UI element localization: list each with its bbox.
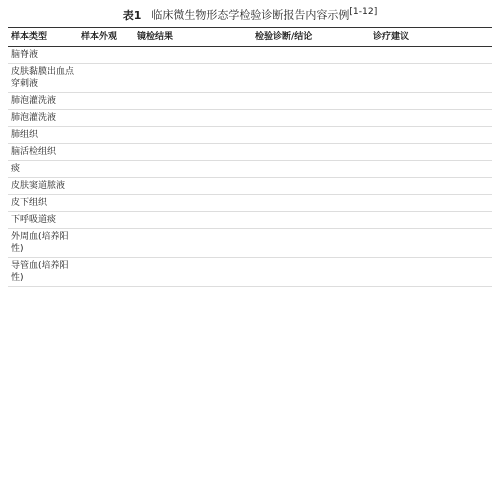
table-cell	[252, 126, 370, 143]
table-cell	[78, 92, 134, 109]
table-cell	[370, 257, 492, 286]
table-row	[8, 126, 492, 143]
table-cell	[252, 109, 370, 126]
table-cell	[134, 177, 252, 194]
table-cell: 肺泡灌洗液	[8, 92, 78, 109]
table-header	[8, 27, 492, 46]
table-cell	[134, 160, 252, 177]
table-cell	[252, 160, 370, 177]
table-title: 临床微生物形态学检验诊断报告内容示例	[151, 8, 350, 22]
table-ref: [1-12]	[349, 6, 378, 17]
table-cell: 脑活检组织	[8, 143, 78, 160]
table-body	[8, 46, 492, 286]
column-header: 镜检结果	[137, 31, 174, 42]
table-cell	[252, 63, 370, 92]
table-cell	[134, 228, 252, 257]
table-caption	[8, 6, 492, 23]
table-row	[8, 63, 492, 92]
table-cell	[370, 109, 492, 126]
table-cell	[370, 160, 492, 177]
table-cell: 肺组织	[8, 126, 78, 143]
table-cell	[134, 92, 252, 109]
table-cell	[134, 46, 252, 63]
table-cell: 肺泡灌洗液	[8, 109, 78, 126]
table-cell	[78, 177, 134, 194]
table-cell: 皮肤黏膜出血点穿刺液	[8, 63, 78, 92]
table-row	[8, 92, 492, 109]
table-cell	[78, 46, 134, 63]
table-cell	[78, 109, 134, 126]
table-cell	[134, 143, 252, 160]
table-cell	[78, 211, 134, 228]
table-cell: 下呼吸道痰	[8, 211, 78, 228]
table-row	[8, 211, 492, 228]
table-cell	[370, 228, 492, 257]
table-row	[8, 257, 492, 286]
table-row	[8, 177, 492, 194]
table-row	[8, 46, 492, 63]
table-cell	[78, 228, 134, 257]
table-cell: 痰	[8, 160, 78, 177]
column-header: 样本类型	[11, 31, 48, 42]
table-cell: 外周血(培养阳性)	[8, 228, 78, 257]
table-cell	[370, 46, 492, 63]
table-cell	[252, 228, 370, 257]
table-label: 表1	[122, 8, 142, 22]
table-cell: 导管血(培养阳性)	[8, 257, 78, 286]
column-header: 诊疗建议	[373, 31, 410, 42]
table-cell	[252, 257, 370, 286]
table-row	[8, 194, 492, 211]
table-cell	[370, 143, 492, 160]
table-cell	[134, 126, 252, 143]
table-cell	[370, 126, 492, 143]
table-cell	[252, 177, 370, 194]
report-table	[8, 27, 492, 287]
table-cell	[370, 63, 492, 92]
table-cell	[78, 126, 134, 143]
table-cell	[370, 211, 492, 228]
table-cell	[252, 92, 370, 109]
table-cell: 皮下组织	[8, 194, 78, 211]
table-row	[8, 109, 492, 126]
table-cell	[370, 92, 492, 109]
table-cell	[134, 194, 252, 211]
table-cell	[134, 211, 252, 228]
table-cell	[134, 63, 252, 92]
header-row	[8, 27, 492, 46]
table-cell: 皮肤窦道脓液	[8, 177, 78, 194]
table-cell	[78, 257, 134, 286]
table-cell	[370, 177, 492, 194]
table-cell	[252, 46, 370, 63]
table-cell	[78, 143, 134, 160]
table-row	[8, 228, 492, 257]
table-cell	[134, 109, 252, 126]
table-cell	[134, 257, 252, 286]
table-cell: 脑脊液	[8, 46, 78, 63]
table-cell	[252, 211, 370, 228]
table-row	[8, 143, 492, 160]
table-cell	[370, 194, 492, 211]
table-row	[8, 160, 492, 177]
table-cell	[252, 194, 370, 211]
column-header: 检验诊断/结论	[255, 31, 313, 42]
table-cell	[78, 160, 134, 177]
column-header: 样本外观	[81, 31, 118, 42]
table-cell	[78, 194, 134, 211]
table-cell	[252, 143, 370, 160]
table-cell	[78, 63, 134, 92]
